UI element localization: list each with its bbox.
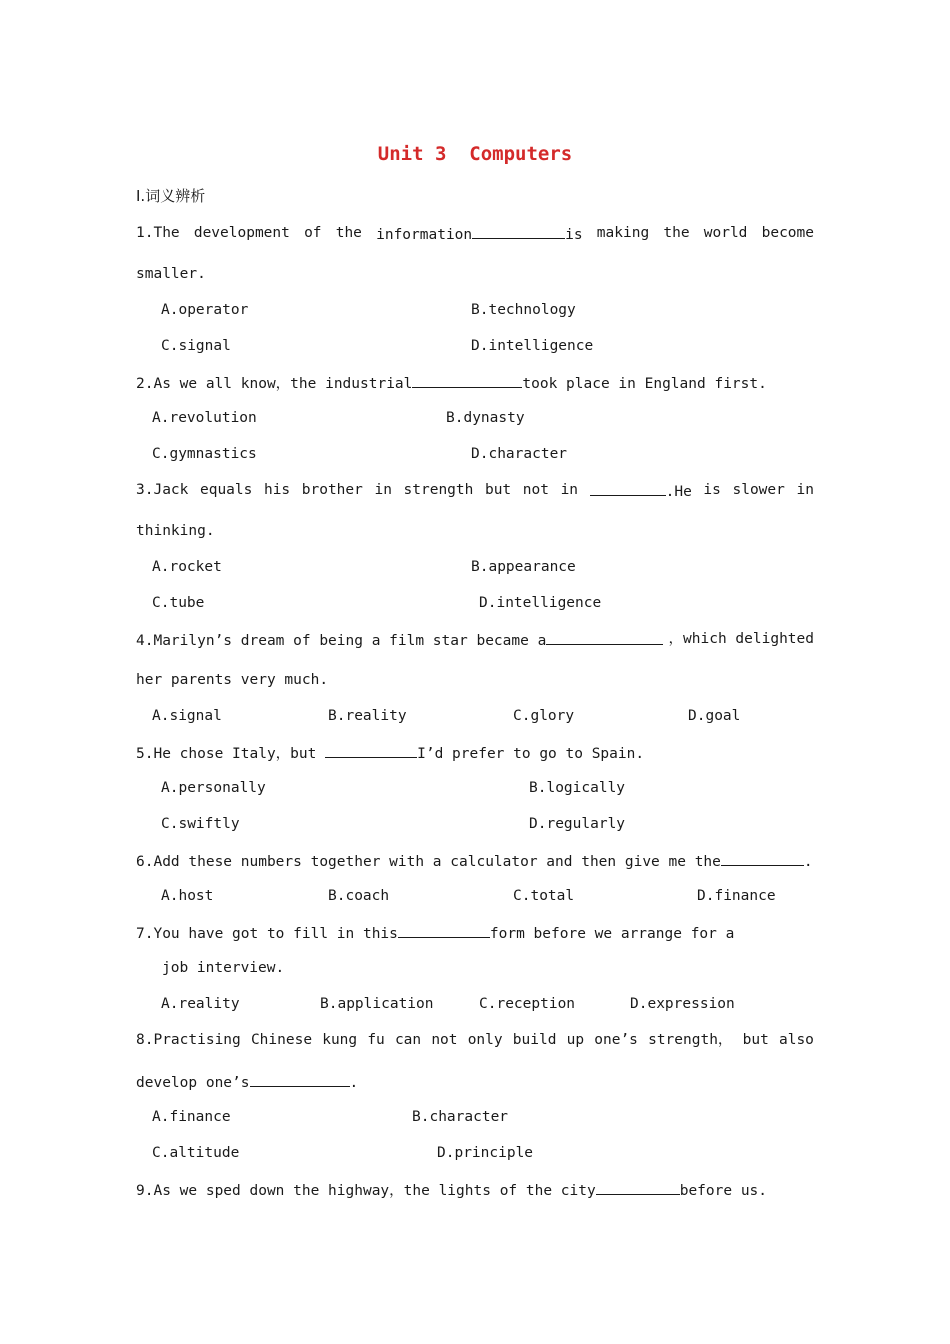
word: 1.The [136, 225, 180, 241]
word: kung [322, 1032, 358, 1048]
word: development [193, 225, 290, 241]
word: making [596, 225, 650, 241]
word: the [335, 225, 362, 241]
word: only [467, 1032, 503, 1048]
option-b: B.technology [471, 302, 576, 318]
answer-blank[interactable] [546, 630, 663, 645]
question-8-continuation: develop one’s . [136, 1072, 358, 1092]
option-c: C.reception [479, 996, 576, 1012]
word: become [761, 225, 814, 241]
word: also [778, 1032, 814, 1048]
option-d: D.finance [697, 888, 776, 904]
option-b: B.reality [328, 708, 407, 724]
option-a: A.rocket [152, 559, 222, 575]
option-b: B.application [320, 996, 434, 1012]
option-d: D.expression [630, 996, 735, 1012]
word: not [431, 1032, 458, 1048]
word: of [304, 225, 322, 241]
word: not [522, 482, 549, 498]
word: equals [199, 482, 253, 498]
word: world [703, 225, 748, 241]
answer-blank[interactable] [596, 1180, 680, 1195]
word: Chinese [250, 1032, 313, 1048]
word: the [663, 225, 690, 241]
option-a: A.host [161, 888, 214, 904]
question-4-continuation: her parents very much. [136, 672, 329, 688]
question-9: 9.As we sped down the highway，the lights of the city before us. [136, 1180, 767, 1200]
question-3-line [136, 481, 814, 501]
option-c: C.tube [152, 595, 205, 611]
question-2: 2.As we all know，the industrial took place in England first. [136, 373, 767, 393]
word: in [796, 482, 814, 498]
question-4-tail: ，which delighted [668, 631, 814, 647]
answer-blank[interactable] [412, 373, 522, 388]
option-c: C.glory [513, 708, 575, 724]
option-a: A.signal [152, 708, 222, 724]
option-c: C.gymnastics [152, 446, 257, 462]
option-d: D.goal [688, 708, 741, 724]
word-with-blank: information is [376, 224, 583, 244]
answer-blank[interactable] [721, 851, 804, 866]
option-a: A.reality [161, 996, 240, 1012]
word: fu [367, 1032, 385, 1048]
option-b: B.appearance [471, 559, 576, 575]
option-a: A.revolution [152, 410, 257, 426]
question-1-continuation: smaller. [136, 266, 206, 282]
word: but [484, 482, 512, 498]
option-d: D.intelligence [479, 595, 602, 611]
word: can [394, 1032, 422, 1048]
question-7-continuation: job interview. [162, 960, 285, 976]
option-c: C.signal [161, 338, 231, 354]
question-1-line [136, 224, 814, 244]
word: build [512, 1032, 557, 1048]
option-a: A.operator [161, 302, 249, 318]
answer-blank[interactable] [398, 923, 490, 938]
word: his [263, 482, 291, 498]
option-a: A.personally [161, 780, 266, 796]
option-b: B.character [412, 1109, 509, 1125]
word: up [566, 1032, 585, 1048]
option-b: B.logically [529, 780, 626, 796]
option-d: D.principle [437, 1145, 534, 1161]
word: in [560, 482, 579, 498]
option-d: D.regularly [529, 816, 626, 832]
option-b: B.coach [328, 888, 390, 904]
option-a: A.finance [152, 1109, 231, 1125]
word: but [742, 1032, 769, 1048]
word: strength， [648, 1032, 733, 1048]
word: one’s [594, 1032, 638, 1048]
question-5: 5.He chose Italy，but I’d prefer to go to Spain. [136, 743, 644, 763]
question-7: 7.You have got to fill in this form before we arrange for a [136, 923, 734, 943]
word: is [703, 482, 721, 498]
word: brother [301, 482, 363, 498]
word: in [374, 482, 392, 498]
answer-blank[interactable] [472, 224, 565, 239]
option-c: C.swiftly [161, 816, 240, 832]
word: 8.Practising [136, 1032, 241, 1048]
word: 3.Jack [136, 482, 189, 498]
page-title: Unit 3 Computers [377, 143, 573, 165]
section-heading: Ⅰ.词义辨析 [136, 187, 206, 205]
answer-blank[interactable] [590, 481, 666, 496]
question-4-text: 4.Marilyn’s dream of being a film star became a [136, 630, 663, 650]
option-d: D.character [471, 446, 568, 462]
word: strength [403, 482, 474, 498]
blank-with-word: .He [590, 481, 692, 501]
option-d: D.intelligence [471, 338, 594, 354]
option-b: B.dynasty [446, 410, 525, 426]
question-4-line [136, 630, 814, 650]
option-c: C.altitude [152, 1145, 240, 1161]
question-6: 6.Add these numbers together with a calculator and then give me the . [136, 851, 813, 871]
answer-blank[interactable] [325, 743, 417, 758]
option-c: C.total [513, 888, 575, 904]
question-3-continuation: thinking. [136, 523, 215, 539]
question-8-line [136, 1031, 814, 1049]
answer-blank[interactable] [250, 1072, 350, 1087]
word: slower [732, 482, 785, 498]
